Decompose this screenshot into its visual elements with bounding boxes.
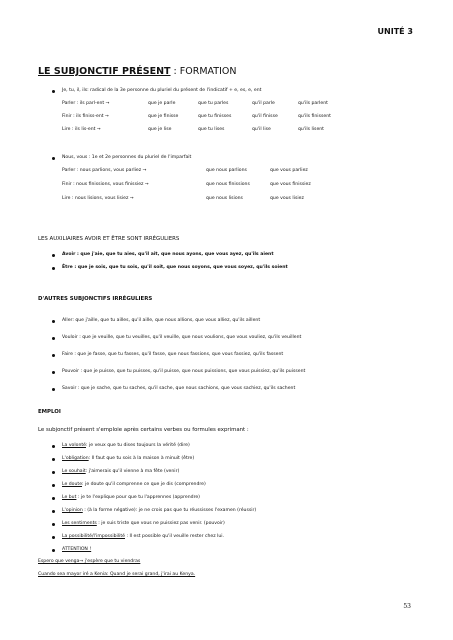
emploi-attention: ATTENTION ! — [62, 547, 92, 552]
title-main: LE SUBJONCTIF PRÉSENT — [38, 66, 171, 77]
page-number: 53 — [403, 603, 411, 610]
emploi-heading: EMPLOI — [38, 409, 61, 415]
document-page: UNITÉ 3 LE SUBJONCTIF PRÉSENT : FORMATION Je, tu, il, ils: radical de la 3e personne du pluriel du présent de l'indicatif + e, es, e, ent Parler : ils parl-ent → que je parle que tu parles qu'il parle qu'ils parlent Finir : ils finiss-ent → que je finisse que tu finisses qu'il finisse qu'ils finissent Lire : ils lis-ent → que je lise que tu lises qu'il lise qu'ils lisent Nous, vous : 1e et 2e personnes du pluriel de l'imparfait Parler : nous parlions, vous parliez → que nous parlions que vous parliez Finir : nous finissions, vous finissiez → que nous finissions que vous finissiez Lire : nous lisions, vous lisiez → que nous lisions que vous lisiez LES AUXILIAIRES AVOIR ET ÊTRE SONT IRRÉGULIERS Avoir : que j'aie, que tu aies, qu'il ait, que nous ayons, que vous ayez, qu'ils aient Être : que je sois, que tu sois, qu'il soit, que nous soyons, que vous soyez, qu'ils soient D'AUTRES SUBJONCTIFS IRRÉGULIERS Aller: que j'aille, que tu ailles, qu'il aille, que nous allions, que vous alliez, qu'ils aillent Vouloir : que je veuille, que tu veuilles, qu'il veuille, que nous voulions, que vous vouliez, qu'ils veuillent Faire : que je fasse, que tu fasses, qu'il fasse, que nous fassions, que vous fassiez, qu'ils fassent Pouvoir : que je puisse, que tu puisses, qu'il puisse, que nous puissions, que vous puissiez, qu'ils puissent Savoir : que je sache, que tu saches, qu'il sache, que nous sachions, que vous sachiez, qu'ils sachent EMPLOI Le subjonctif présent s'emploie après certains verbes ou formules exprimant : La volonté: je veux que tu dises toujours la vérité (dire) L'obligation: Il faut que tu sois à la maison à minuit (être) Le souhait: j'aimerais qu'il vienne à ma fête (venir) Le doute: je doute qu'il comprenne ce que je dis (comprendre) Le but : je te l'explique pour que tu l'apprennes (apprendre) L'opinion : (à la forme négative): je ne crois pas que tu réussisses l'examen (réussir) Les sentiments : je suis triste que vous ne puissiez pas venir. (pouvoir) La possibilité/l'impossibilité : Il est possible qu'il veuille rester chez lui. ATTENTION ! Espero que venga→ j'espère que tu viendras Cuando sea mayor iré a Kenia: Quand je serai grand, j'irai au Kenya. 53 — [0, 0, 453, 640]
formation-bullet-2: Nous, vous : 1e et 2e personnes du pluriel de l'imparfait — [62, 155, 192, 160]
unit-label: UNITÉ 3 — [377, 27, 413, 36]
autres-heading: D'AUTRES SUBJONCTIFS IRRÉGULIERS — [38, 296, 153, 302]
emploi-sentiments: Les sentiments : je suis triste que vous ne puissiez pas venir. (pouvoir) — [62, 521, 225, 526]
emploi-volonte: La volonté: je veux que tu dises toujours la vérité (dire) — [62, 443, 190, 448]
irregular-vouloir: Vouloir : que je veuille, que tu veuilles, qu'il veuille, que nous voulions, que vous vouliez, qu'ils veuillent — [62, 335, 302, 340]
emploi-note-2: Cuando sea mayor iré a Kenia: Quand je serai grand, j'irai au Kenya. — [38, 572, 196, 577]
irregular-aller: Aller: que j'aille, que tu ailles, qu'il aille, que nous allions, que vous alliez, qu'ils aillent — [62, 318, 261, 323]
auxiliaire-etre: Être : que je sois, que tu sois, qu'il soit, que nous soyons, que vous soyez, qu'ils soient — [62, 265, 288, 270]
irregular-savoir: Savoir : que je sache, que tu saches, qu'il sache, que nous sachions, que vous sachiez, qu'ils sachent — [62, 386, 296, 391]
auxiliaires-heading: LES AUXILIAIRES AVOIR ET ÊTRE SONT IRRÉGULIERS — [38, 236, 180, 242]
formation-bullet-1: Je, tu, il, ils: radical de la 3e personne du pluriel du présent de l'indicatif + e, es, e, ent — [62, 88, 262, 93]
emploi-doute: Le doute: je doute qu'il comprenne ce que je dis (comprendre) — [62, 482, 206, 487]
title-rest: : FORMATION — [170, 66, 237, 77]
emploi-souhait: Le souhait: j'aimerais qu'il vienne à ma fête (venir) — [62, 469, 180, 474]
irregular-pouvoir: Pouvoir : que je puisse, que tu puisses, qu'il puisse, que nous puissions, que vous puissiez, qu'ils puissent — [62, 369, 306, 374]
irregular-faire: Faire : que je fasse, que tu fasses, qu'il fasse, que nous fassions, que vous fassiez, qu'ils fassent — [62, 352, 284, 357]
emploi-opinion: L'opinion : (à la forme négative): je ne crois pas que tu réussisses l'examen (réussir) — [62, 508, 257, 513]
page-title — [38, 66, 236, 77]
emploi-but: Le but : je te l'explique pour que tu l'apprennes (apprendre) — [62, 495, 200, 500]
emploi-intro: Le subjonctif présent s'emploie après certains verbes ou formules exprimant : — [38, 427, 249, 433]
emploi-possibilite: La possibilité/l'impossibilité : Il est possible qu'il veuille rester chez lui. — [62, 534, 225, 539]
emploi-note-1: Espero que venga→ j'espère que tu viendras — [38, 559, 141, 564]
emploi-obligation: L'obligation: Il faut que tu sois à la maison à minuit (être) — [62, 456, 195, 461]
auxiliaire-avoir: Avoir : que j'aie, que tu aies, qu'il ait, que nous ayons, que vous ayez, qu'ils aient — [62, 252, 274, 257]
